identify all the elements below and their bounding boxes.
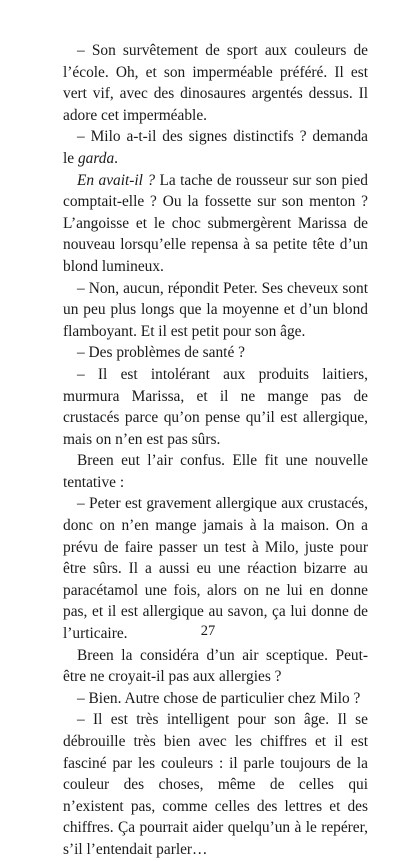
paragraph: Breen la considéra d’un air sceptique. Peut-être ne croyait-il pas aux allergies ? [63,646,368,686]
paragraph: Breen eut l’air confus. Elle fit une nouvelle tentative : [63,452,368,491]
paragraph: – Bien. Autre chose de particulier chez Milo ? [77,689,361,707]
paragraph: – Milo a-t-il des signes distinctifs ? demanda le garda. [63,128,368,167]
italic-emphasis: garda [77,149,115,167]
page-number: 27 [200,623,216,639]
italic-emphasis: En avait-il ? [77,171,156,189]
paragraph: – Des problèmes de santé ? [77,344,245,362]
body-text [63,40,368,861]
paragraph: – Il est très intelligent pour son âge. Il se débrouille très bien avec les chiffres et il est fasciné par les couleurs : il parle toujours de la couleur des choses, même de celles qui n’existent pas, comme celles des lettres et des chiffres. Ça pourrait aider quelqu’un à le repérer, s’il l’entendait parler… [63,711,368,858]
paragraph: – Peter est gravement allergique aux crustacés, donc on n’en mange jamais à la maison. On a prévu de faire passer un test à Milo, juste pour être sûrs. Il a aussi eu une réaction bizarre au paracétamol une fois, alors on ne lui en donne pas, et il est allergique au savon, ça lui donne de l’urticaire. [63,495,368,643]
paragraph: – Son survêtement de sport aux couleurs de l’école. Oh, et son imperméable préféré. Il est vert vif, avec des dinosaures argentés dessus. Il adore cet imperméable. [63,42,368,124]
paragraph: – Non, aucun, répondit Peter. Ses cheveux sont un peu plus longs que la moyenne et d’un blond flamboyant. Et il est petit pour son âge. [63,279,368,340]
paragraph: En avait-il ? La tache de rousseur sur son pied comptait-elle ? Ou la fossette sur son menton ? L’angoisse et le choc submergèrent Marissa de nouveau lorsqu’elle repensa à sa petite tête d’un blond lumineux. [63,171,368,275]
paragraph: – Il est intolérant aux produits laitiers, murmura Marissa, et il ne mange pas de crustacés parce qu’on pense qu’il est allergique, mais on n’en est pas sûrs. [63,365,368,448]
